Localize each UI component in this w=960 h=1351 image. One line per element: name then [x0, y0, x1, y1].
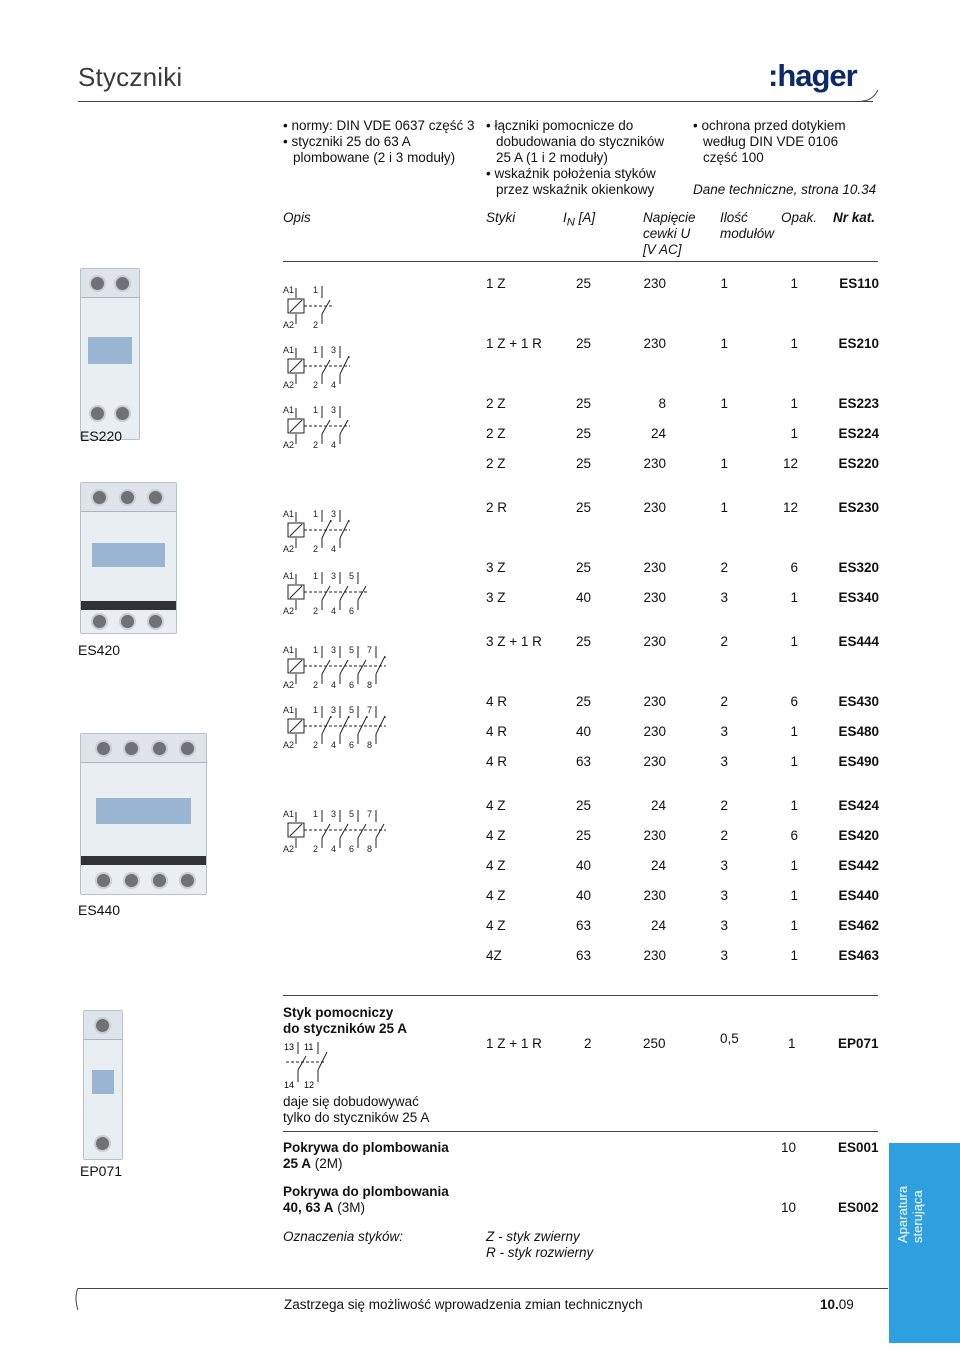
schematic-terminal-label: 2	[313, 320, 319, 330]
header-rule	[78, 101, 873, 102]
schematic-line	[318, 1052, 327, 1070]
intro-bullet-cont: dobudowania do styczników	[496, 134, 665, 149]
schematic-line	[322, 420, 330, 434]
row-17-opak: 1	[790, 948, 798, 963]
aux-opak: 1	[788, 1036, 796, 1051]
intro-bullet-cont: część 100	[703, 150, 764, 165]
row-1-ilosc: 1	[720, 336, 728, 351]
row-3-nap: 24	[650, 426, 666, 441]
schematic-line	[358, 824, 366, 838]
hager-logo: :hager	[768, 58, 857, 93]
row-8-styki: 3 Z + 1 R	[486, 634, 542, 649]
schematic-line	[322, 360, 330, 374]
row-6-styki: 3 Z	[486, 560, 506, 575]
row-1-nap: 230	[643, 336, 666, 351]
row-13-nap: 230	[643, 828, 666, 843]
schematic-line	[322, 520, 331, 538]
row-12-nr: ES424	[838, 798, 879, 813]
footer-rule-curve	[74, 1288, 88, 1312]
row-6-ilosc: 2	[720, 560, 728, 575]
schematic-terminal-label: 2	[313, 740, 319, 750]
row-17-ilosc: 3	[720, 948, 728, 963]
row-5-ilosc: 1	[720, 500, 728, 515]
cover-1-opak: 10	[781, 1140, 797, 1155]
intro-bullet-cont: 25 A (1 i 2 moduły)	[496, 150, 608, 165]
product-label-es220: ES220	[80, 428, 123, 444]
schematic-terminal-label: 8	[367, 740, 373, 750]
schematic-terminal-label: A2	[283, 320, 295, 330]
schematic-line	[290, 720, 302, 732]
schematic-terminal-label: 4	[331, 606, 337, 616]
aux-ilosc: 0,5	[720, 1031, 739, 1046]
row-4-nr: ES220	[838, 456, 879, 471]
row-16-opak: 1	[790, 918, 798, 933]
row-7-opak: 1	[790, 590, 798, 605]
schematic-terminal-label: 4	[331, 680, 337, 690]
cover-2-desc: Pokrywa do plombowania 40, 63 A (3M)	[283, 1184, 449, 1215]
schematic-line	[322, 300, 330, 314]
row-12-in: 25	[576, 798, 592, 813]
intro-col-2	[486, 118, 664, 198]
schematic-line	[340, 586, 348, 600]
schematic-line	[340, 660, 348, 674]
row-15-ilosc: 3	[720, 888, 728, 903]
row-17-styki: 4Z	[486, 948, 502, 963]
row-5-nap: 230	[643, 500, 666, 515]
row-10-opak: 1	[790, 724, 798, 739]
schematic-terminal-label: 3	[331, 645, 337, 655]
schematic-line	[340, 824, 348, 838]
schematic-terminal-label: 4	[331, 380, 337, 390]
product-label-ep071: EP071	[80, 1163, 123, 1179]
intro-col-3	[693, 118, 876, 198]
schematic-terminal-label: 6	[349, 740, 355, 750]
row-5-opak: 12	[782, 500, 798, 515]
col-header-opak: Opak.	[781, 210, 818, 225]
schematic-terminal-label: A2	[283, 844, 295, 854]
aux-in: 2	[584, 1036, 592, 1051]
product-image-es220	[80, 268, 140, 440]
aux-contact-schematic	[282, 1040, 342, 1092]
schematic-terminal-label: A1	[283, 809, 295, 819]
col-header-in: $I_N$ [A]	[563, 210, 596, 229]
row-15-nr: ES440	[838, 888, 879, 903]
schematic-line	[340, 716, 349, 734]
row-13-styki: 4 Z	[486, 828, 506, 843]
row-16-nr: ES462	[838, 918, 879, 933]
row-13-in: 25	[576, 828, 592, 843]
row-2-opak: 1	[790, 396, 798, 411]
row-11-ilosc: 3	[720, 754, 728, 769]
schematic-terminal-label: 1	[313, 285, 319, 295]
schematic-terminal-label: A2	[283, 440, 295, 450]
schematic-line	[376, 824, 384, 838]
schematic-terminal-label: 1	[313, 571, 319, 581]
row-17-nap: 230	[643, 948, 666, 963]
row-0-in: 25	[576, 276, 592, 291]
schematic-terminal-label: 1	[313, 809, 319, 819]
product-image-es440	[80, 733, 207, 895]
row-14-in: 40	[576, 858, 592, 873]
row-3-opak: 1	[790, 426, 798, 441]
row-12-ilosc: 2	[720, 798, 728, 813]
schematic-terminal-label: A2	[283, 680, 295, 690]
row-15-styki: 4 Z	[486, 888, 506, 903]
contactor-schematic-2	[282, 404, 378, 450]
header-divider	[283, 261, 878, 262]
row-4-opak: 12	[782, 456, 798, 471]
schematic-terminal-label: 4	[331, 544, 337, 554]
row-1-in: 25	[576, 336, 592, 351]
contactor-schematic-5	[282, 644, 414, 690]
row-2-styki: 2 Z	[486, 396, 506, 411]
schematic-terminal-label: 8	[367, 680, 373, 690]
cover-1-desc: Pokrywa do plombowania 25 A (2M)	[283, 1140, 449, 1171]
page-number: 10.09	[820, 1297, 854, 1312]
schematic-terminal-label: A1	[283, 705, 295, 715]
row-4-nap: 230	[643, 456, 666, 471]
row-15-opak: 1	[790, 888, 798, 903]
row-4-in: 25	[576, 456, 592, 471]
row-12-nap: 24	[650, 798, 666, 813]
row-2-ilosc: 1	[720, 396, 728, 411]
row-14-styki: 4 Z	[486, 858, 506, 873]
schematic-terminal-label: A2	[283, 380, 295, 390]
footer-note: Zastrzega się możliwość wprowadzenia zmian technicznych	[284, 1297, 643, 1312]
row-8-in: 25	[576, 634, 592, 649]
schematic-terminal-label: 4	[331, 740, 337, 750]
schematic-terminal-label: A1	[283, 509, 295, 519]
intro-bullet: • wskaźnik położenia styków	[486, 166, 656, 181]
row-14-opak: 1	[790, 858, 798, 873]
row-10-styki: 4 R	[486, 724, 508, 739]
col-header-nrkat: Nr kat.	[833, 210, 876, 225]
schematic-terminal-label: A1	[283, 345, 295, 355]
schematic-line	[376, 656, 385, 674]
row-12-opak: 1	[790, 798, 798, 813]
aux-title: Styk pomocniczy do styczników 25 A	[283, 1005, 408, 1036]
schematic-line	[290, 300, 302, 312]
aux-nap: 250	[643, 1036, 666, 1051]
row-10-nap: 230	[643, 724, 666, 739]
schematic-line	[290, 420, 302, 432]
schematic-terminal-label: 13	[284, 1042, 295, 1052]
schematic-terminal-label: 2	[313, 606, 319, 616]
tech-data-ref: Dane techniczne, strona 10.34	[693, 182, 877, 197]
cover-1-nrkat: ES001	[838, 1140, 879, 1155]
row-1-styki: 1 Z + 1 R	[486, 336, 542, 351]
intro-bullet: • łączniki pomocnicze do	[486, 118, 634, 133]
aux-note: daje się dobudowywać tylko do styczników 25 A	[283, 1094, 430, 1125]
contactor-schematic-0	[282, 284, 360, 330]
row-0-styki: 1 Z	[486, 276, 506, 291]
row-8-nap: 230	[643, 634, 666, 649]
cover-2-nrkat: ES002	[838, 1200, 879, 1215]
schematic-line	[290, 586, 302, 598]
header-rule-curve	[862, 88, 882, 104]
row-14-nap: 24	[650, 858, 666, 873]
schematic-terminal-label: 3	[331, 809, 337, 819]
legend-label: Oznaczenia styków:	[283, 1229, 404, 1244]
schematic-terminal-label: 11	[304, 1042, 314, 1052]
schematic-terminal-label: A2	[283, 606, 295, 616]
col-header-opis: Opis	[283, 210, 311, 225]
schematic-line	[290, 524, 302, 536]
row-6-opak: 6	[790, 560, 798, 575]
row-16-ilosc: 3	[720, 918, 728, 933]
row-6-nr: ES320	[838, 560, 879, 575]
row-10-nr: ES480	[838, 724, 879, 739]
row-2-nr: ES223	[838, 396, 879, 411]
schematic-terminal-label: 12	[304, 1080, 315, 1090]
row-17-in: 63	[576, 948, 592, 963]
row-1-nr: ES210	[838, 336, 879, 351]
row-6-nap: 230	[643, 560, 666, 575]
schematic-terminal-label: 7	[367, 809, 373, 819]
schematic-line	[290, 824, 302, 836]
schematic-terminal-label: 7	[367, 705, 373, 715]
schematic-terminal-label: 14	[284, 1080, 295, 1090]
footer-rule	[78, 1288, 888, 1289]
row-11-nap: 230	[643, 754, 666, 769]
schematic-terminal-label: 5	[349, 809, 355, 819]
schematic-terminal-label: 4	[331, 440, 337, 450]
row-0-nr: ES110	[839, 276, 879, 291]
schematic-terminal-label: 7	[367, 645, 373, 655]
schematic-line	[358, 716, 367, 734]
contactor-schematic-7	[282, 808, 414, 854]
row-9-in: 25	[576, 694, 592, 709]
schematic-terminal-label: 2	[313, 380, 319, 390]
row-16-in: 63	[576, 918, 592, 933]
row-13-ilosc: 2	[720, 828, 728, 843]
schematic-terminal-label: 1	[313, 645, 319, 655]
row-5-in: 25	[576, 500, 592, 515]
page-title: Styczniki	[78, 62, 183, 92]
schematic-line	[290, 660, 302, 672]
schematic-line	[358, 660, 366, 674]
section-divider	[283, 1131, 878, 1132]
schematic-terminal-label: A1	[283, 571, 295, 581]
row-0-opak: 1	[790, 276, 798, 291]
contactor-schematic-6	[282, 704, 414, 750]
schematic-terminal-label: 3	[331, 405, 337, 415]
row-3-styki: 2 Z	[486, 426, 506, 441]
row-12-styki: 4 Z	[486, 798, 506, 813]
intro-bullet: • styczniki 25 do 63 A	[283, 134, 411, 149]
row-4-styki: 2 Z	[486, 456, 506, 471]
row-7-nr: ES340	[838, 590, 879, 605]
schematic-terminal-label: 1	[313, 345, 319, 355]
schematic-line	[358, 586, 366, 600]
schematic-terminal-label: 6	[349, 680, 355, 690]
row-13-nr: ES420	[838, 828, 879, 843]
row-10-in: 40	[576, 724, 592, 739]
product-label-es420: ES420	[78, 642, 121, 658]
schematic-terminal-label: 6	[349, 844, 355, 854]
section-divider	[283, 995, 878, 996]
schematic-terminal-label: 3	[331, 345, 337, 355]
row-7-nap: 230	[643, 590, 666, 605]
section-side-tab	[889, 1143, 960, 1343]
schematic-line	[340, 520, 349, 538]
schematic-terminal-label: A2	[283, 544, 295, 554]
schematic-terminal-label: 2	[313, 680, 319, 690]
col-header-napiecie: Napięcie cewki U [V AC]	[643, 210, 696, 257]
schematic-terminal-label: 1	[313, 705, 319, 715]
row-4-ilosc: 1	[720, 456, 728, 471]
intro-bullet-cont: przez wskaźnik okienkowy	[496, 182, 655, 197]
schematic-terminal-label: 5	[349, 571, 355, 581]
row-8-nr: ES444	[838, 634, 879, 649]
schematic-terminal-label: 2	[313, 544, 319, 554]
section-side-tab-label: Aparatura sterująca	[895, 1185, 925, 1243]
row-16-nap: 24	[650, 918, 666, 933]
schematic-line	[322, 586, 330, 600]
product-image-ep071	[83, 1010, 123, 1160]
row-9-ilosc: 2	[720, 694, 728, 709]
row-2-nap: 8	[658, 396, 666, 411]
intro-bullet: • ochrona przed dotykiem	[693, 118, 846, 133]
schematic-terminal-label: 5	[349, 645, 355, 655]
row-8-opak: 1	[790, 634, 798, 649]
schematic-terminal-label: 3	[331, 509, 337, 519]
row-14-ilosc: 3	[720, 858, 728, 873]
product-image-es420	[80, 482, 177, 634]
contactor-schematic-4	[282, 570, 396, 616]
row-2-in: 25	[576, 396, 592, 411]
row-11-styki: 4 R	[486, 754, 508, 769]
intro-bullet-cont: według DIN VDE 0106	[703, 134, 839, 149]
col-header-styki: Styki	[486, 210, 516, 225]
schematic-terminal-label: A1	[283, 645, 295, 655]
row-0-nap: 230	[643, 276, 666, 291]
schematic-line	[376, 716, 385, 734]
schematic-line	[340, 356, 349, 374]
row-7-styki: 3 Z	[486, 590, 506, 605]
row-7-ilosc: 3	[720, 590, 728, 605]
row-14-nr: ES442	[838, 858, 879, 873]
row-11-in: 63	[576, 754, 592, 769]
schematic-line	[322, 716, 331, 734]
intro-col-1	[283, 118, 475, 166]
row-6-in: 25	[576, 560, 592, 575]
cover-2-opak: 10	[781, 1200, 797, 1215]
schematic-line	[322, 660, 330, 674]
row-9-opak: 6	[790, 694, 798, 709]
contactor-schematic-1	[282, 344, 378, 390]
row-15-in: 40	[576, 888, 592, 903]
schematic-terminal-label: 1	[313, 509, 319, 519]
row-7-in: 40	[576, 590, 592, 605]
row-10-ilosc: 3	[720, 724, 728, 739]
col-header-ilosc: Ilość modułów	[720, 210, 775, 241]
row-11-nr: ES490	[838, 754, 879, 769]
row-5-nr: ES230	[838, 500, 879, 515]
row-3-in: 25	[576, 426, 592, 441]
schematic-line	[340, 420, 348, 434]
schematic-terminal-label: 5	[349, 705, 355, 715]
schematic-terminal-label: 3	[331, 571, 337, 581]
row-13-opak: 6	[790, 828, 798, 843]
legend-values: Z - styk zwierny R - styk rozwierny	[486, 1229, 594, 1260]
schematic-line	[322, 824, 330, 838]
intro-bullet: • normy: DIN VDE 0637 część 3	[283, 118, 475, 133]
row-5-styki: 2 R	[486, 500, 508, 515]
row-17-nr: ES463	[838, 948, 879, 963]
schematic-terminal-label: 4	[331, 844, 337, 854]
schematic-terminal-label: 6	[349, 606, 355, 616]
row-0-ilosc: 1	[720, 276, 728, 291]
schematic-terminal-label: 1	[313, 405, 319, 415]
row-11-opak: 1	[790, 754, 798, 769]
schematic-terminal-label: 2	[313, 440, 319, 450]
aux-nrkat: EP071	[838, 1036, 879, 1051]
schematic-terminal-label: 3	[331, 705, 337, 715]
intro-bullet-cont: plombowane (2 i 3 moduły)	[293, 150, 456, 165]
product-label-es440: ES440	[78, 902, 121, 918]
row-9-styki: 4 R	[486, 694, 508, 709]
aux-styki: 1 Z + 1 R	[486, 1036, 542, 1051]
schematic-line	[298, 1056, 306, 1070]
schematic-terminal-label: A1	[283, 285, 295, 295]
schematic-terminal-label: A2	[283, 740, 295, 750]
row-1-opak: 1	[790, 336, 798, 351]
row-8-ilosc: 2	[720, 634, 728, 649]
contactor-schematic-3	[282, 508, 378, 554]
schematic-line	[290, 360, 302, 372]
schematic-terminal-label: A1	[283, 405, 295, 415]
row-3-nr: ES224	[838, 426, 879, 441]
row-9-nr: ES430	[838, 694, 879, 709]
schematic-terminal-label: 2	[313, 844, 319, 854]
row-16-styki: 4 Z	[486, 918, 506, 933]
row-15-nap: 230	[643, 888, 666, 903]
row-9-nap: 230	[643, 694, 666, 709]
schematic-terminal-label: 8	[367, 844, 373, 854]
